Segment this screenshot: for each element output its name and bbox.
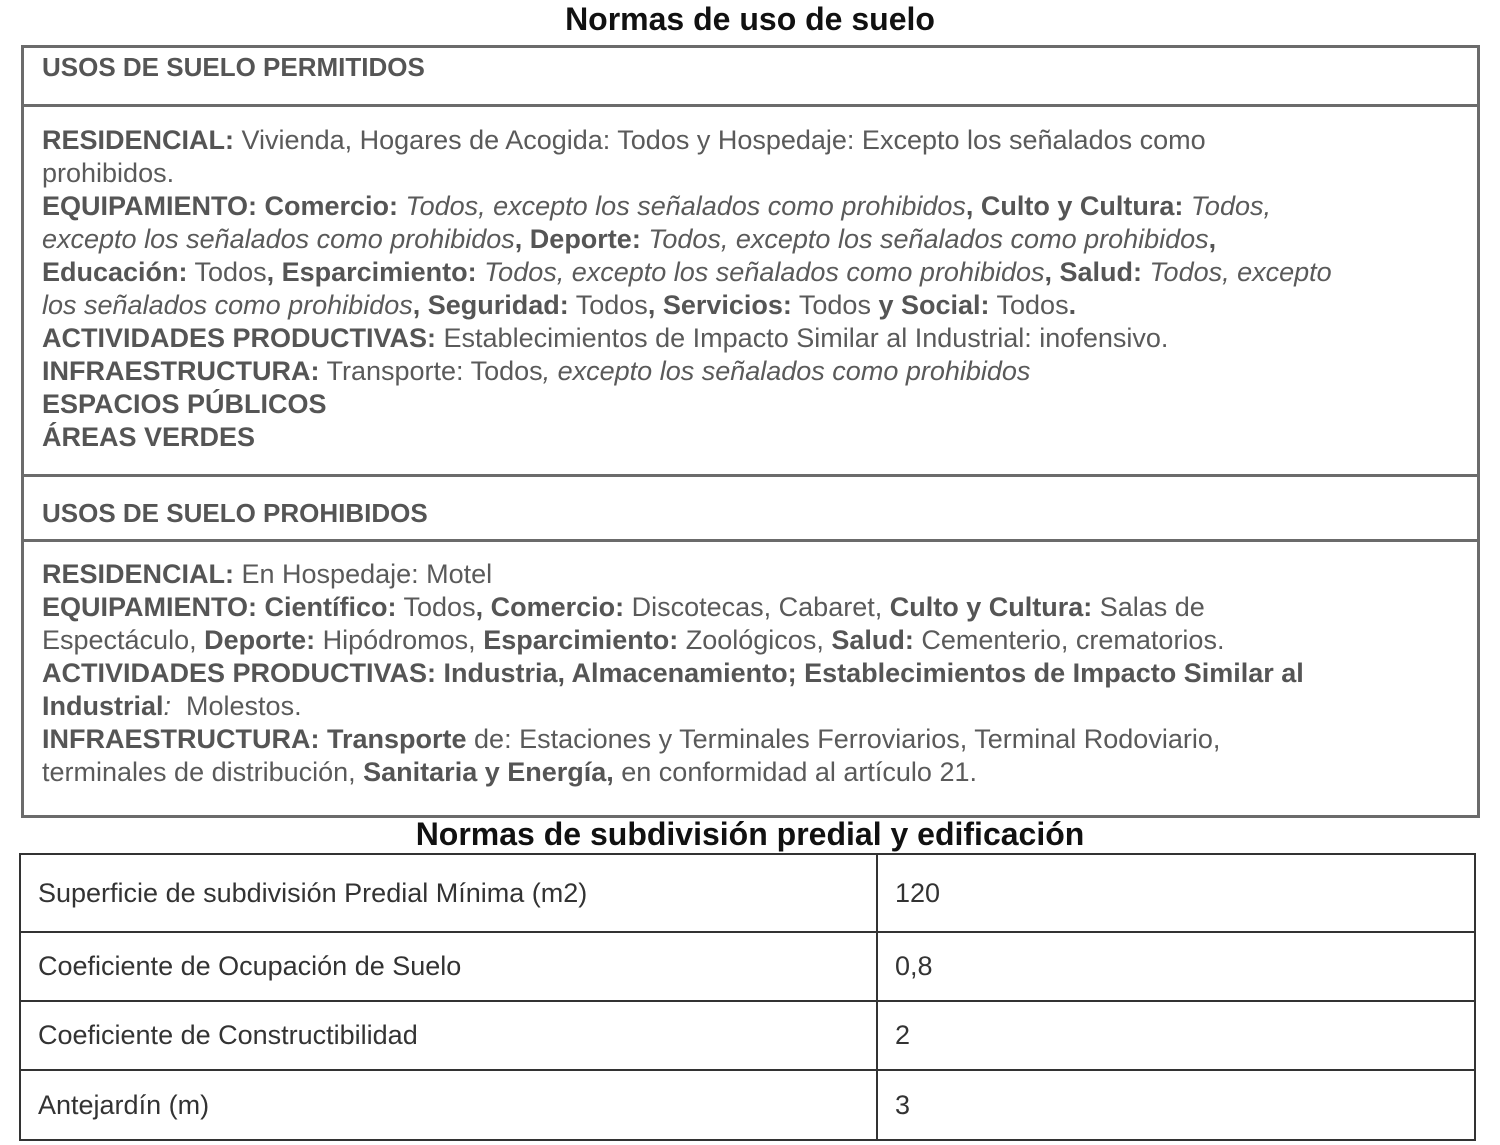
p-transporte-text: de: Estaciones y Terminales Ferroviarios, Terminal Rodoviario, bbox=[466, 724, 1221, 754]
educacion-text: Todos bbox=[187, 257, 267, 287]
row-label: Antejardín (m) bbox=[20, 1070, 877, 1140]
p-comercio-label: , Comercio: bbox=[475, 592, 625, 622]
educacion-label: Educación: bbox=[42, 257, 188, 287]
infra-except: , excepto los señalados como prohibidos bbox=[542, 356, 1031, 386]
act-prod-text: Establecimientos de Impacto Similar al Industrial: inofensivo. bbox=[436, 323, 1169, 353]
row-value: 3 bbox=[877, 1070, 1475, 1140]
p-salud-label: Salud: bbox=[823, 625, 914, 655]
row-label: Superficie de subdivisión Predial Mínima (m2) bbox=[20, 854, 877, 932]
row-value: 2 bbox=[877, 1001, 1475, 1070]
p-industrial-label: Industrial bbox=[42, 691, 164, 721]
p-equip-label: EQUIPAMIENTO: bbox=[42, 592, 258, 622]
table-row bbox=[20, 1001, 1475, 1070]
p-residencial-text: En Hospedaje: Motel bbox=[234, 559, 493, 589]
period: . bbox=[1068, 290, 1077, 320]
comma: , bbox=[1208, 224, 1217, 254]
deporte-label: , Deporte: bbox=[514, 224, 641, 254]
land-use-title: Normas de uso de suelo bbox=[565, 1, 935, 37]
row-value: 0,8 bbox=[877, 932, 1475, 1001]
row-label: Coeficiente de Constructibilidad bbox=[20, 1001, 877, 1070]
seguridad-text: Todos bbox=[568, 290, 648, 320]
p-colon: : bbox=[163, 691, 172, 721]
residencial-label: RESIDENCIAL: bbox=[42, 125, 235, 155]
divider bbox=[24, 104, 1477, 107]
subdivision-table bbox=[19, 853, 1476, 1141]
p-sanitaria-label: Sanitaria y Energía, bbox=[355, 757, 614, 787]
p-comercio-text: Discotecas, Cabaret, bbox=[624, 592, 883, 622]
prohibited-header: USOS DE SUELO PROHIBIDOS bbox=[42, 498, 428, 528]
prohibited-body bbox=[24, 558, 1477, 789]
residencial-text-2: prohibidos. bbox=[42, 158, 175, 188]
p-cientifico-label: Científico: bbox=[257, 592, 397, 622]
infra-text: Transporte: Todos bbox=[319, 356, 543, 386]
p-act-prod-label: ACTIVIDADES PRODUCTIVAS: Industria, Almacenamiento; Establecimientos de Impacto Similar al bbox=[42, 658, 1304, 688]
culto-label: , Culto y Cultura: bbox=[965, 191, 1184, 221]
p-residencial-label: RESIDENCIAL: bbox=[42, 559, 235, 589]
infra-label: INFRAESTRUCTURA: bbox=[42, 356, 320, 386]
row-label: Coeficiente de Ocupación de Suelo bbox=[20, 932, 877, 1001]
divider bbox=[24, 539, 1477, 542]
salud-label: , Salud: bbox=[1044, 257, 1143, 287]
table-row bbox=[20, 854, 1475, 932]
p-esparcimiento-text: Zoológicos, bbox=[678, 625, 824, 655]
p-deporte-text: Hipódromos, bbox=[315, 625, 476, 655]
esparcimiento-text: Todos, excepto los señalados como prohibidos bbox=[476, 257, 1045, 287]
land-use-box bbox=[21, 45, 1480, 818]
p-culto-text: Salas de bbox=[1092, 592, 1205, 622]
divider bbox=[24, 474, 1477, 477]
culto-text: Todos, bbox=[1183, 191, 1271, 221]
culto-text-2: excepto los señalados como prohibidos bbox=[42, 224, 515, 254]
p-transporte-label: Transporte bbox=[319, 724, 467, 754]
p-culto-label: Culto y Cultura: bbox=[882, 592, 1093, 622]
p-cientifico-text: Todos bbox=[396, 592, 476, 622]
p-infra-label: INFRAESTRUCTURA: bbox=[42, 724, 320, 754]
esparcimiento-label: , Esparcimiento: bbox=[266, 257, 477, 287]
residencial-text: Vivienda, Hogares de Acogida: Todos y Hospedaje: Excepto los señalados como bbox=[234, 125, 1206, 155]
espacios-publicos: ESPACIOS PÚBLICOS bbox=[42, 389, 327, 419]
servicios-label: , Servicios: bbox=[647, 290, 792, 320]
act-prod-label: ACTIVIDADES PRODUCTIVAS: bbox=[42, 323, 437, 353]
areas-verdes: ÁREAS VERDES bbox=[42, 422, 256, 452]
row-value: 120 bbox=[877, 854, 1475, 932]
social-label: y Social: bbox=[878, 290, 990, 320]
p-molestos: Molestos. bbox=[171, 691, 302, 721]
social-text: Todos bbox=[989, 290, 1069, 320]
p-culto-text-2: Espectáculo, bbox=[42, 625, 197, 655]
subdivision-title: Normas de subdivisión predial y edificación bbox=[415, 816, 1085, 852]
p-salud-text: Cementerio, crematorios. bbox=[913, 625, 1225, 655]
p-terminales-text: terminales de distribución, bbox=[42, 757, 356, 787]
servicios-text: Todos bbox=[791, 290, 879, 320]
p-esparcimiento-label: Esparcimiento: bbox=[475, 625, 679, 655]
table-row bbox=[20, 1070, 1475, 1140]
p-sanitaria-text: en conformidad al artículo 21. bbox=[613, 757, 977, 787]
equipamiento-label: EQUIPAMIENTO: bbox=[42, 191, 258, 221]
p-deporte-label: Deporte: bbox=[196, 625, 316, 655]
table-row bbox=[20, 932, 1475, 1001]
comercio-label: Comercio: bbox=[257, 191, 399, 221]
salud-text: Todos, excepto bbox=[1142, 257, 1332, 287]
deporte-text: Todos, excepto los señalados como prohibidos bbox=[640, 224, 1209, 254]
seguridad-label: , Seguridad: bbox=[412, 290, 569, 320]
permitted-header: USOS DE SUELO PERMITIDOS bbox=[42, 52, 425, 82]
comercio-text: Todos, excepto los señalados como prohibidos bbox=[398, 191, 966, 221]
salud-text-2: los señalados como prohibidos bbox=[42, 290, 413, 320]
permitted-body bbox=[24, 124, 1477, 454]
